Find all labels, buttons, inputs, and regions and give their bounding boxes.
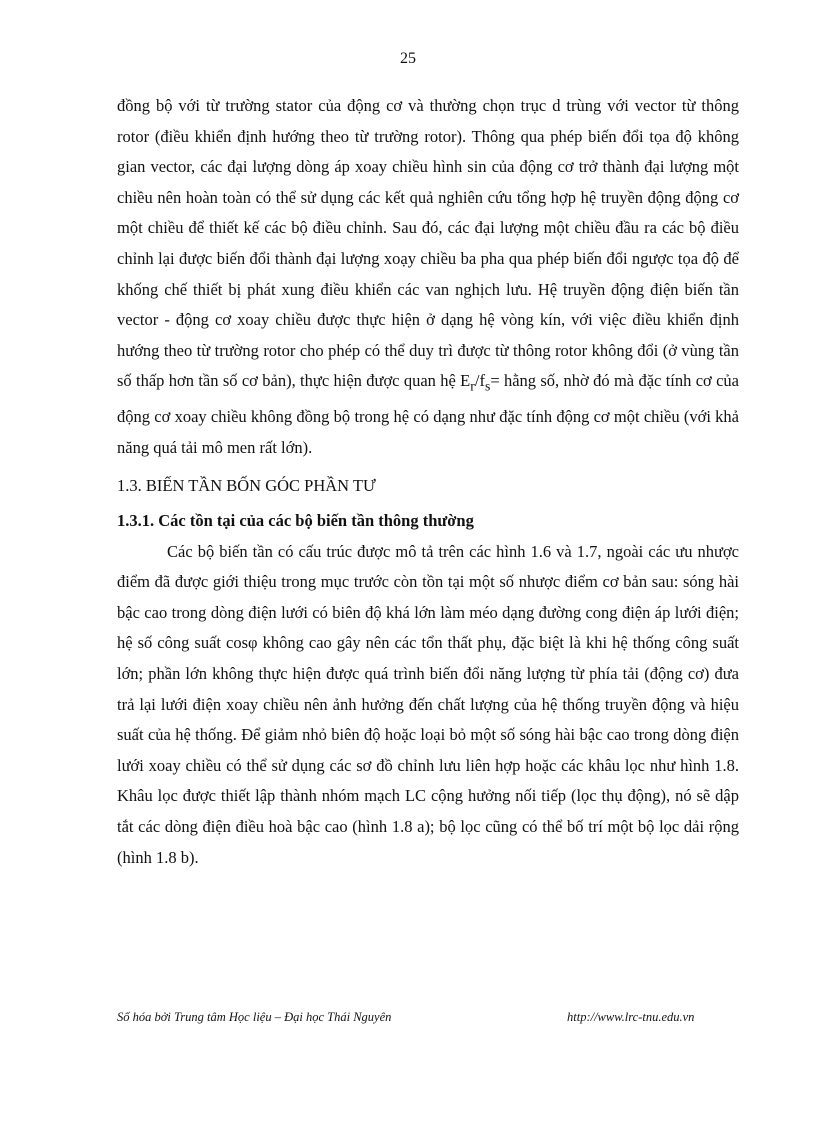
paragraph-text: đồng bộ với từ trường stator của động cơ và thường chọn trục d trùng với vector từ thông rotor (điều khiển định hướng theo từ trường rotor). Thông qua phép biến đổi tọa độ không gian vector, các đại lượng dòng áp xoay chiều hình sin của động cơ trở thành đại lượng một chiều nên hoàn toàn có thể sử dụng các kết quả nghiên cứu tổng hợp hệ truyền động động cơ một chiều để thiết kế các bộ điều chỉnh. Sau đó, các đại lượng một chiều đầu ra các bộ điều chỉnh lại được biến đổi thành đại lượng xoạy chiều ba pha qua phép biến đổi ngược tọa độ để khống chế thiết bị phát xung điều khiển các van nghịch lưu. Hệ truyền động điện biến tần vector - động cơ xoay chiều được thực hiện ở dạng hệ vòng kín, với việc điều khiển định hướng theo từ trường rotor cho phép có thể duy trì được từ thông rotor không đổi (ở vùng tần số thấp hơn tần số cơ bản), thực hiện được quan hệ E [117, 96, 739, 391]
footer-url: http://www.lrc-tnu.edu.vn [567, 1010, 695, 1024]
subscript-s: s [484, 378, 491, 394]
slash-f: /f [474, 371, 485, 391]
section-heading: 1.3. BIẾN TẦN BỐN GÓC PHẦN TƯ [117, 476, 376, 496]
page-number: 25 [400, 50, 416, 67]
page-content [117, 91, 739, 873]
subsection-heading: 1.3.1. Các tồn tại của các bộ biến tần thông thường [117, 511, 474, 531]
body-paragraph [117, 91, 739, 463]
footer-source: Số hóa bởi Trung tâm Học liệu – Đại học Thái Nguyên [117, 1010, 392, 1024]
body-paragraph: Các bộ biến tần có cấu trúc được mô tả trên các hình 1.6 và 1.7, ngoài các ưu nhược điểm đã được giới thiệu trong mục trước còn tồn tại một số nhược điểm cơ bản sau: sóng hài bậc cao trong dòng điện lưới có biên độ khá lớn làm méo dạng đường cong điện áp lưới điện; hệ số công suất cosφ không cao gây nên các tổn thất phụ, đặc biệt là khi hệ thống công suất lớn; phần lớn không thực hiện được quá trình biến đổi năng lượng từ phía tải (động cơ) đưa trả lại lưới điện xoay chiều nên ảnh hưởng đến chất lượng của hệ thống truyền động và hiệu suất của hệ thống. Để giảm nhỏ biên độ hoặc loại bỏ một số sóng hài bậc cao trong dòng điện lưới xoay chiều có thể sử dụng các sơ đồ chỉnh lưu liên hợp hoặc các khâu lọc như hình 1.8. Khâu lọc được thiết lập thành nhóm mạch LC cộng hưởng nối tiếp (lọc thụ động), nó sẽ dập tắt các dòng điện điều hoà bậc cao (hình 1.8 a); bộ lọc cũng có thể bố trí một bộ lọc dải rộng (hình 1.8 b). [117, 541, 739, 867]
subscript-r: r [470, 378, 475, 394]
paragraph-text-continued: = hằng số, nhờ đó mà đặc tính cơ của động cơ xoay chiều không đồng bộ trong hệ có dạng như đặc tính động cơ một chiều (với khả năng quá tải mô men rất lớn). [117, 371, 739, 457]
